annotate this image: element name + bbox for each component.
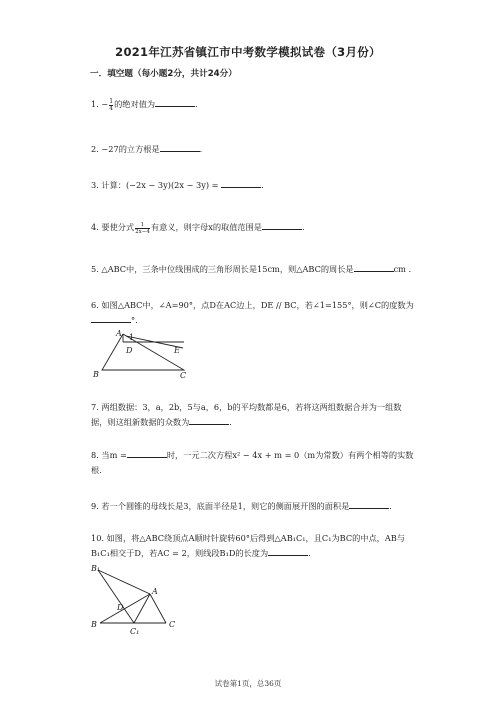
question-7 — [91, 400, 411, 430]
q6-tail: °. — [131, 315, 138, 325]
q1-text: 的绝对值为 — [114, 99, 156, 109]
fig6-label-c: C — [180, 371, 187, 380]
q8-text: 时，一元二次方程x² − 4x + m = 0（m为常数）有两个相等的实数 — [166, 450, 414, 460]
fig6-label-e: E — [174, 346, 180, 355]
fig10-label-b: B — [91, 620, 97, 629]
fig10-label-a: A — [152, 587, 158, 596]
q8-prefix: 8. 当m = — [91, 450, 127, 460]
q10-tail: . — [308, 548, 311, 558]
section-heading: 一．填空题（每小题2分，共计24分） — [90, 69, 237, 79]
answer-blank-8[interactable] — [127, 448, 167, 458]
q4-tail: . — [301, 222, 305, 232]
fig6-label-b: B — [93, 370, 99, 379]
q1-tail: . — [195, 99, 198, 109]
q4-fraction — [135, 222, 150, 235]
q4-frac-num: 1 — [135, 222, 150, 229]
q2-text: 2. −27的立方根是 — [91, 144, 160, 154]
fig10-label-c1: C₁ — [130, 627, 140, 636]
figure-q10-rotation — [88, 560, 188, 642]
q6-line1: 6. 如图△ABC中，∠A=90°，点D在AC边上，DE // BC，若∠1=155°，则∠C的度数为 — [91, 300, 414, 310]
answer-blank-9[interactable] — [349, 499, 389, 509]
fig10-label-c: C — [169, 620, 176, 629]
q1-frac-den: 4 — [109, 104, 114, 112]
q4-text: 有意义，则字母x的取值范围是 — [150, 222, 262, 232]
question-9 — [91, 499, 411, 514]
q4-prefix: 4. 要使分式 — [91, 222, 135, 232]
q5-tail: cm . — [393, 264, 412, 274]
figure-q6-triangle — [90, 326, 200, 382]
page-title: 2021年江苏省镇江市中考数学模拟试卷（3月份） — [115, 45, 381, 59]
answer-blank-6[interactable] — [91, 313, 131, 323]
fig6-label-a: A — [116, 329, 122, 338]
answer-blank-3[interactable] — [221, 178, 261, 188]
fig10-label-d: D — [117, 603, 124, 612]
fig6-label-d: D — [126, 346, 133, 355]
answer-blank-10[interactable] — [268, 546, 308, 556]
q3-text: 3. 计算：(−2x − 3y)(2x − 3y) = — [91, 180, 222, 190]
q1-fraction — [109, 99, 113, 112]
q7-line2: 据，则这组新数据的众数为 — [91, 417, 190, 427]
answer-blank-2[interactable] — [160, 142, 200, 152]
q8-line2: 根. — [91, 465, 102, 475]
question-4 — [91, 220, 411, 235]
q10-line2: B₁C₁相交于D，若AC = 2，则线段B₁D的长度为 — [91, 548, 269, 558]
q10-line1: 10. 如图，将△ABC绕顶点A顺时针旋转60°后得到△AB₁C₁，且C₁为BC的中点，AB与 — [91, 533, 405, 543]
question-3 — [91, 178, 411, 193]
q1-prefix: 1. − — [91, 99, 109, 109]
fig10-label-b1: B₁ — [91, 564, 101, 573]
answer-blank-4[interactable] — [262, 220, 302, 230]
q9-text: 9. 若一个圆锥的母线长是3，底面半径是1，则它的侧面展开图的面积是 — [91, 501, 350, 511]
fig6-label-1: 1 — [129, 333, 135, 342]
q1-frac-num: 1 — [109, 97, 114, 105]
question-5 — [91, 262, 411, 277]
answer-blank-7[interactable] — [189, 415, 229, 425]
q3-tail: . — [261, 180, 264, 190]
question-2 — [91, 142, 411, 157]
q2-tail: . — [199, 144, 203, 154]
answer-blank-5[interactable] — [354, 262, 394, 272]
question-10 — [91, 531, 411, 561]
q7-line1: 7. 两组数据：3，a，2b，5与a，6，b的平均数都是6，若将这两组数据合并为一组数 — [91, 402, 402, 412]
question-1 — [91, 97, 411, 112]
q5-text: 5. △ABC中，三条中位线围成的三角形周长是15cm，则△ABC的周长是 — [91, 264, 354, 274]
question-6 — [91, 298, 414, 328]
answer-blank-1[interactable] — [155, 97, 195, 107]
q4-frac-den: 2x−4 — [135, 228, 150, 235]
q7-tail: . — [229, 417, 232, 427]
page-footer: 试卷第1页，总36页 — [214, 679, 282, 688]
q9-tail: . — [389, 501, 392, 511]
question-8 — [91, 448, 414, 478]
